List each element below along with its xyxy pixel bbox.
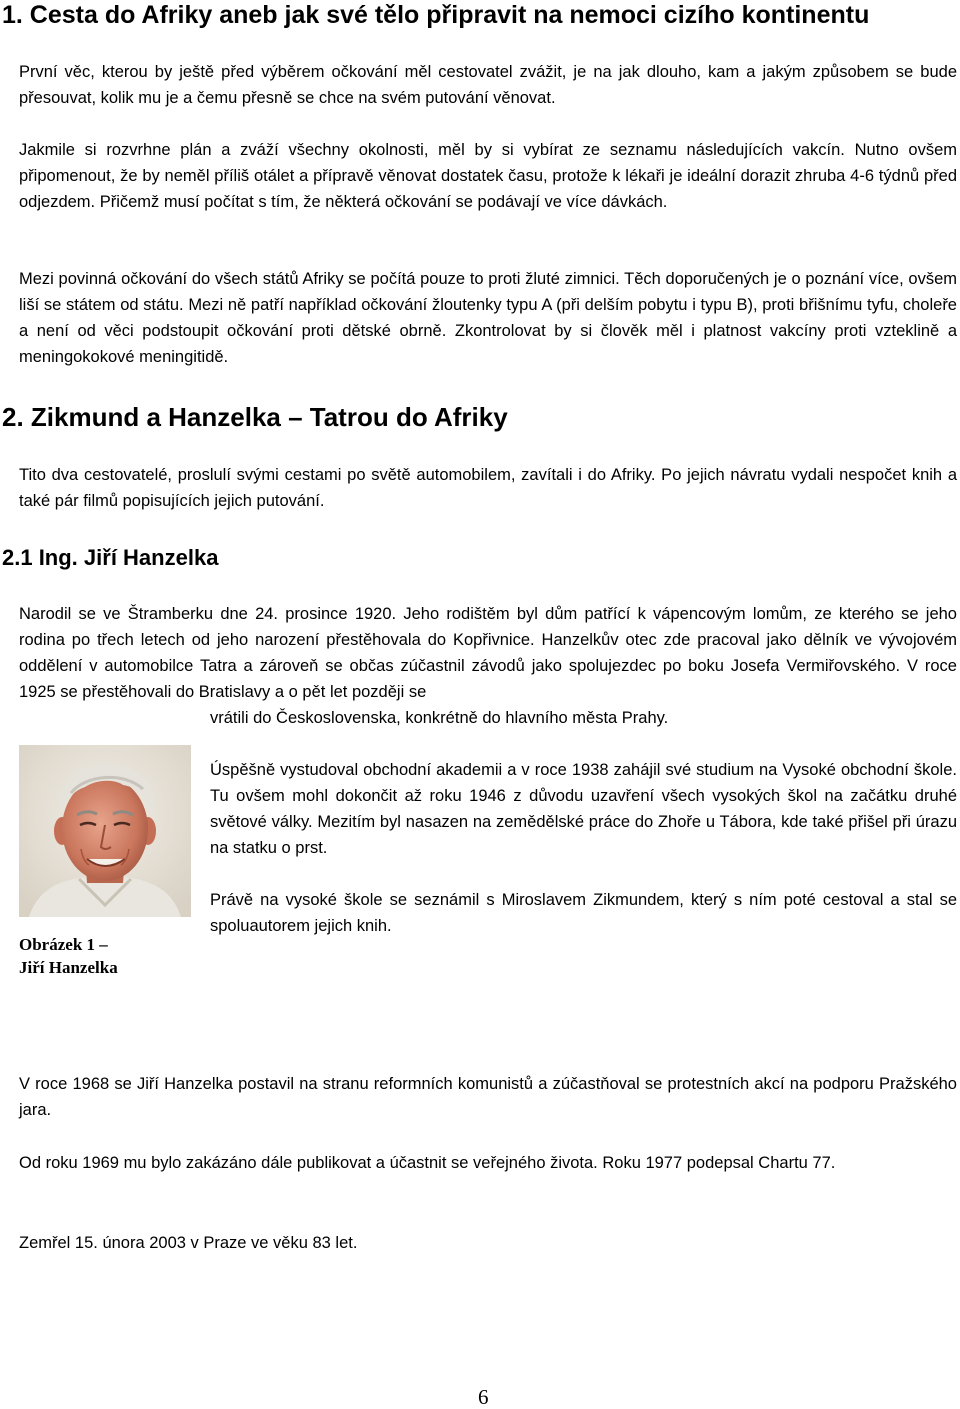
figure-caption [19,933,199,979]
birth-paragraph-continuation: vrátili do Československa, konkrétně do hlavního města Prahy. [210,709,669,727]
paragraph-1969: Od roku 1969 mu bylo zakázáno dále publikovat a účastnit se veřejného života. Roku 1977 podepsal Chartu 77. [19,1154,836,1172]
paragraph-1968: V roce 1968 se Jiří Hanzelka postavil na stranu reformních komunistů a zúčastňoval se protestních akcí na podporu Pražského jara. [19,1075,957,1119]
figure-caption-line-2: Jiří Hanzelka [19,958,118,977]
section-1-paragraph-2: Jakmile si rozvrhne plán a zváží všechny okolnosti, měl by si vybírat ze seznamu následujících vakcín. Nutno ovšem připomenout, že by neměl příliš otálet a přípravě věnovat dostatek času, protože k lékaři je ideální dorazit zhruba 4-6 týdnů před odjezdem. Přičemž musí počítat s tím, že některá očkování se podávají ve více dávkách. [19,141,957,211]
section-2-1-heading: 2.1 Ing. Jiří Hanzelka [2,545,219,570]
study-paragraph: Úspěšně vystudoval obchodní akademii a v roce 1938 zahájil své studium na Vysoké obchodní škole. Tu ovšem mohl dokončit až roku 1946 z důvodu uzavření všech vysokých škol na začátku druhé světové války. Mezitím byl nasazen na zemědělské práce do Zhoře u Tábora, kde také přišel při úrazu na statku o prst. [210,761,957,857]
section-2-paragraph: Tito dva cestovatelé, proslulí svými cestami po světě automobilem, zavítali i do Afriky. Po jejich návratu vydali nespočet knih a také pár filmů popisujících jejich putování. [19,466,957,510]
page-number: 6 [478,1385,489,1409]
section-1-paragraph-1: První věc, kterou by ještě před výběrem očkování měl cestovatel zvážit, je na jak dlouho, kam a jakým způsobem se bude přesouvat, kolik mu je a čemu přesně se chce na svém putování věnovat. [19,63,957,107]
portrait-photo [19,745,191,917]
meeting-paragraph: Právě na vysoké škole se seznámil s Miroslavem Zikmundem, který s ním poté cestoval a stal se spoluautorem jejich knih. [210,891,957,935]
figure-caption-line-1: Obrázek 1 – [19,935,108,954]
death-paragraph: Zemřel 15. února 2003 v Praze ve věku 83 let. [19,1234,358,1252]
section-2-heading: 2. Zikmund a Hanzelka – Tatrou do Afriky [2,402,508,432]
section-1-heading: 1. Cesta do Afriky aneb jak své tělo připravit na nemoci cizího kontinentu [2,1,870,29]
birth-paragraph: Narodil se ve Štramberku dne 24. prosince 1920. Jeho rodištěm byl dům patřící k vápencovým lomům, ze kterého se jeho rodina po třech letech od jeho narození přestěhovala do Kopřivnice. Hanzelkův otec zde pracoval jako dělník ve vývojovém oddělení v automobilce Tatra a zároveň se občas zúčastnil závodů jako spolujezdec po boku Josefa Vermiřovského. V roce 1925 se přestěhovali do Bratislavy a o pět let později se [19,605,957,701]
section-1-paragraph-3: Mezi povinná očkování do všech států Afriky se počítá pouze to proti žluté zimnici. Těch doporučených je o poznání více, ovšem liší se státem od státu. Mezi ně patří například očkování žloutenky typu A (při delším pobytu i typu B), proti břišnímu tyfu, choleře a není od věci podstoupit očkování proti dětské obrně. Zkontrolovat by si člověk měl i platnost vakcíny proti vzteklině a meningokokové meningitidě. [19,270,957,366]
